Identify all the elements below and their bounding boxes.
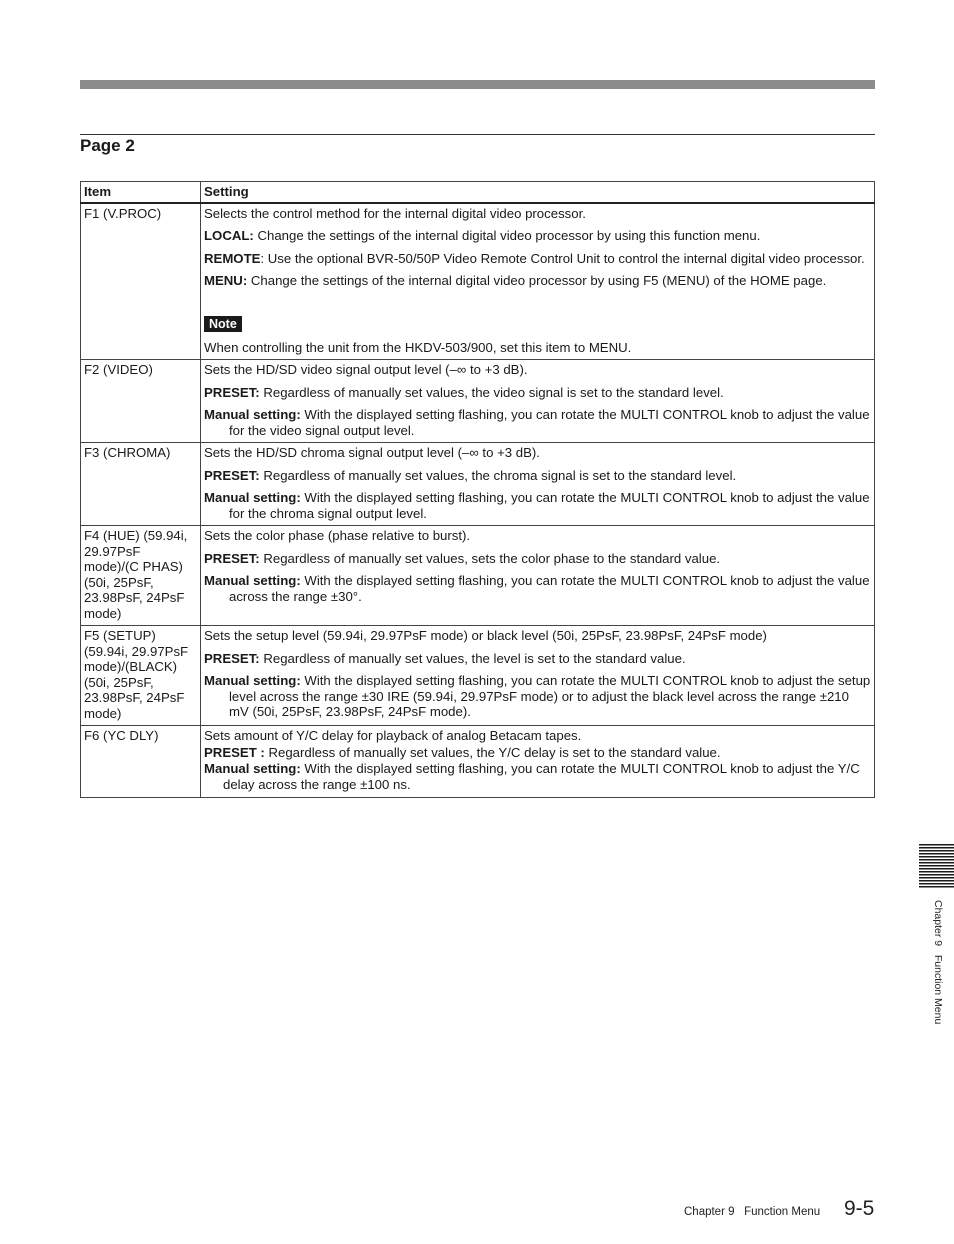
column-header-item: Item	[81, 182, 201, 203]
option-preset	[204, 385, 871, 401]
table-row	[81, 526, 875, 626]
option-keyword: PRESET:	[204, 467, 260, 483]
option-manual	[204, 573, 871, 604]
setting-cell	[201, 626, 875, 726]
section-title: Page 2	[80, 136, 135, 155]
option-manual	[204, 490, 871, 521]
setting-cell	[201, 526, 875, 626]
setting-intro: Sets amount of Y/C delay for playback of analog Betacam tapes.	[204, 728, 582, 743]
chapter-thumb-tab	[919, 844, 954, 888]
option-manual	[204, 407, 871, 438]
option-preset	[204, 745, 871, 761]
option-preset	[204, 651, 871, 667]
option-text: With the displayed setting flashing, you can rotate the MULTI CONTROL knob to adjust the value for the video signal output level.	[229, 407, 870, 438]
option-keyword: Manual setting:	[204, 490, 301, 505]
settings-table	[80, 181, 875, 798]
option-keyword: REMOTE	[204, 250, 261, 266]
table-row	[81, 626, 875, 726]
option-keyword: PRESET :	[204, 744, 265, 760]
option-preset	[204, 551, 871, 567]
option-keyword: PRESET:	[204, 384, 260, 400]
section-rule	[80, 134, 875, 135]
table-row	[81, 443, 875, 526]
page-number: 9-5	[844, 1197, 875, 1220]
item-cell: F3 (CHROMA)	[81, 443, 201, 526]
option-remote	[204, 251, 871, 267]
setting-intro: Sets the HD/SD chroma signal output level (–∞ to +3 dB).	[204, 445, 540, 460]
option-keyword: PRESET:	[204, 650, 260, 666]
option-preset	[204, 468, 871, 484]
option-keyword: Manual setting:	[204, 673, 301, 688]
option-text: Regardless of manually set values, sets the color phase to the standard value.	[259, 550, 721, 566]
option-text: Regardless of manually set values, the Y/C delay is set to the standard value.	[264, 744, 721, 760]
setting-cell	[201, 443, 875, 526]
option-keyword: PRESET:	[204, 550, 260, 566]
option-text: : Use the optional BVR-50/50P Video Remote Control Unit to control the internal digital video processor.	[260, 250, 865, 266]
setting-cell	[201, 726, 875, 798]
option-text: Regardless of manually set values, the chroma signal is set to the standard level.	[259, 467, 737, 483]
option-text: Change the settings of the internal digital video processor by using this function menu.	[253, 228, 761, 243]
setting-cell	[201, 360, 875, 443]
option-text: With the displayed setting flashing, you can rotate the MULTI CONTROL knob to adjust the value across the range ±30°.	[229, 573, 870, 604]
option-text: Regardless of manually set values, the level is set to the standard value.	[259, 650, 686, 666]
option-text: Regardless of manually set values, the video signal is set to the standard level.	[259, 384, 724, 400]
item-cell: F2 (VIDEO)	[81, 360, 201, 443]
setting-intro: Sets the setup level (59.94i, 29.97PsF mode) or black level (50i, 25PsF, 23.98PsF, 24PsF mode)	[204, 628, 767, 643]
header-bar	[80, 80, 875, 89]
option-text: With the displayed setting flashing, you can rotate the MULTI CONTROL knob to adjust the Y/C delay across the range ±100 ns.	[223, 761, 860, 792]
option-text: With the displayed setting flashing, you can rotate the MULTI CONTROL knob to adjust the value for the chroma signal output level.	[229, 490, 870, 521]
setting-intro: Selects the control method for the internal digital video processor.	[204, 205, 586, 221]
table-row	[81, 360, 875, 443]
setting-intro: Sets the HD/SD video signal output level (–∞ to +3 dB).	[204, 362, 528, 377]
option-text: Change the settings of the internal digital video processor by using F5 (MENU) of the HOME page.	[247, 273, 827, 288]
option-keyword: Manual setting:	[204, 407, 301, 422]
column-header-setting: Setting	[201, 182, 875, 203]
option-keyword: MENU:	[204, 273, 248, 288]
footer-chapter-label: Chapter 9 Function Menu	[684, 1206, 821, 1218]
item-cell: F4 (HUE) (59.94i, 29.97PsF mode)/(C PHAS) (50i, 25PsF, 23.98PsF, 24PsF mode)	[81, 526, 201, 626]
option-keyword: LOCAL:	[204, 228, 254, 243]
side-chapter-label: Chapter 9 Function Menu	[932, 900, 944, 1025]
table-header-row	[81, 182, 875, 203]
option-keyword: Manual setting:	[204, 573, 301, 588]
table-row	[81, 726, 875, 798]
table-row	[81, 203, 875, 360]
option-manual	[204, 673, 871, 720]
option-manual	[204, 761, 871, 792]
item-cell: F6 (YC DLY)	[81, 726, 201, 798]
item-cell: F5 (SETUP) (59.94i, 29.97PsF mode)/(BLACK) (50i, 25PsF, 23.98PsF, 24PsF mode)	[81, 626, 201, 726]
option-keyword: Manual setting:	[204, 761, 301, 776]
item-cell: F1 (V.PROC)	[81, 203, 201, 360]
setting-intro: Sets the color phase (phase relative to burst).	[204, 528, 471, 543]
setting-cell	[201, 203, 875, 360]
option-text: With the displayed setting flashing, you can rotate the MULTI CONTROL knob to adjust the setup level across the range ±30 IRE (59.94i, 29.97PsF mode) or to adjust the black level across the range ±210 mV (50i, 25PsF, 23.98PsF, 24PsF mode).	[229, 673, 871, 719]
option-menu	[204, 273, 871, 289]
note-badge: Note	[204, 316, 242, 332]
option-local	[204, 228, 871, 244]
note-text: When controlling the unit from the HKDV-503/900, set this item to MENU.	[204, 339, 632, 355]
